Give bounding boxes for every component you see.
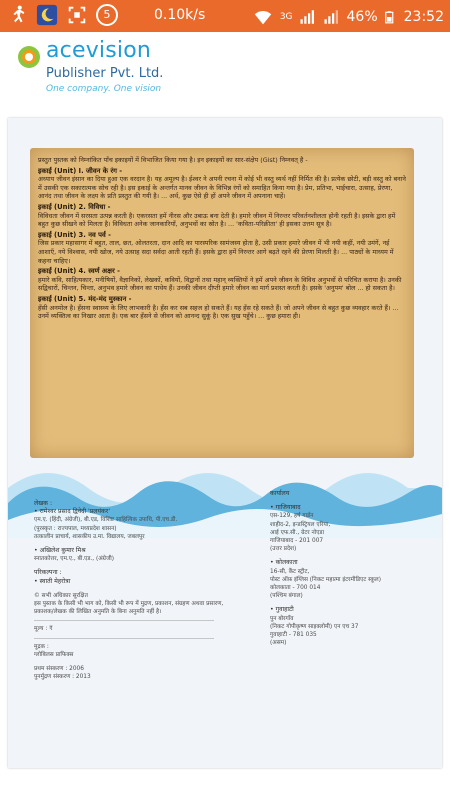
running-icon [6, 4, 28, 26]
office-address-line: पोस्ट ऑफ़ इंग्लिस (निकट महात्मा इंटरमीडिएट स्कूल) [270, 576, 381, 583]
editor-name: • स्वाती मेहरोत्रा [34, 577, 71, 585]
author-detail: (पुरस्कृत : राज्यपाल, मध्यप्रदेश शासन) [34, 525, 117, 532]
parchment-panel [30, 148, 414, 458]
unit-block [38, 231, 406, 265]
notification-count-icon: 5 [96, 4, 118, 26]
battery-icon [384, 6, 398, 28]
office-address-line: पुन बोरगाँव [270, 615, 294, 622]
price-label: मूल्य : ₹ [34, 626, 53, 633]
network-type: 3G [279, 12, 293, 22]
signal-icon [299, 6, 317, 28]
office-address-line: (असम) [270, 640, 287, 647]
office-address-line: (उत्तर प्रदेश) [270, 546, 297, 553]
unit-block [38, 203, 406, 229]
divider [34, 620, 214, 621]
unit-body: जिस प्रकार महासागर में बहुत, ताल, छत, ओलतरता, दान आदि का पारस्परिक सामंजस्य होता है, उसी प्रकार हमारे जीवन में भी नयी कहीं, नयी उमंगें, नई आशाएँ, नये विश्वास, नयी खोज, नये उत्साह सदा सर्वदा आती रहती हैं। इसके द्वारा हमें निरन्तर आगे बढ़ते रहने की प्रेरणा मिलती है। ... पाठ्यों के माध्यम में कहना चाहिए। [38, 239, 394, 265]
logo-publisher: Publisher Pvt. Ltd. [46, 66, 164, 81]
offices-column [270, 490, 430, 647]
author-detail: तत्कालीन प्राचार्य, शासकीय उ.मा. विद्यालय, जबलपुर [34, 533, 145, 540]
logo-name: acevision [46, 38, 152, 63]
office-name: • गुवाहाटी [270, 606, 294, 614]
editor-label: परिकल्पना : [34, 569, 62, 577]
unit-body: विविधता जीवन में सरसता उत्पन्न करती है। एकरसता हमें नीरस और उबाऊ बना देती है। हमारे जीवन में निरन्तर परिवर्तनशीलता होनी रहती है। इसके द्वारा हमें बहुत कुछ सीखने को मिलता है। विविधता अनेक जानकारियाँ, अनुभवों का स्रोत है। ... 'कविता-परिक्रीता' ही इसका उत्तम सूत्र है। [38, 211, 396, 229]
unit-body: अध्याय जीवन इंसान का दिया हुआ एक वरदान है। यह अमूल्य है। ईश्वर ने अपनी रचना में कोई भी वस्तु व्यर्थ नहीं निर्मित की है। प्रत्येक छोटी, बड़ी वस्तु को बनाने में उसकी एक सकारात्मक सोच रही है। इस इकाई के अन्तर्गत मानव जीवन के विभिन्न रंगों को समाहित किया गया है। प्रेम, प्रतिभा, भाईचारा, उत्साह, प्रेरणा, आनंद तथा जीवन के लक्ष्य के प्रति प्रस्तुत की गयी है। ... अर्थ, कुछ ऐसे ही हों अपने जीवन में अपनाना चाहें। [38, 175, 406, 201]
credits-column [34, 500, 244, 681]
publisher-header [0, 32, 450, 102]
logo-tagline: One company. One vision [46, 84, 162, 94]
network-speed: 0.10k/s [154, 7, 206, 23]
unit-block [38, 267, 406, 293]
author-label: लेखक : [34, 500, 53, 507]
status-bar [0, 0, 450, 32]
printer-label: मुद्रक : [34, 643, 49, 650]
unit-block [38, 295, 406, 321]
edition-line: प्रथम संस्करण : 2006 [34, 666, 84, 673]
office-address-line: कोलकाता - 700 014 [270, 585, 321, 592]
unit-body: हँसी अनमोल है। हँसना स्वास्थ्य के लिए लाभकारी है। हँस कर सब सहज हो सकते हैं। यह हँस रहे सकते हैं। जो अपने जीवन से बहुत कुछ व्यवहार करते हैं। ... उनमें व्यक्तित्व का निखार आता है। एक बार हँसने से जीवन को आनन्द सुकूं है। एक सुख पहुँचे। ... कुछ हमारा ही। [38, 303, 399, 321]
unit-title: इकाई (Unit) I. जीवन के रंग - [38, 166, 123, 175]
unit-title: इकाई (Unit) 3. नव पर्व - [38, 230, 111, 239]
edition-line: पुनर्मुद्रण संस्करण : 2013 [34, 674, 91, 681]
rights-detail: इस पुस्तक के किसी भी भाग को, किसी भी रूप में मुद्रण, प्रकाशन, संग्रहण अथवा प्रसारण, प्रकाशक/लेखक की लिखित अनुमति के बिना अनुमति नहीं है। [34, 601, 224, 616]
unit-title: इकाई (Unit) 4. स्वर्ण अक्षर - [38, 267, 120, 276]
acevision-logo-icon [16, 44, 42, 70]
unit-title: इकाई (Unit) 2. विविधा - [38, 202, 111, 211]
printer-name: ग्लोबिलस प्राफिक्स [34, 651, 74, 658]
unit-title: इकाई (Unit) 5. मंद-मंद मुस्कान - [38, 294, 132, 303]
coauthor-name: • अखिलेश कुमार मिश्र [34, 547, 86, 555]
wifi-icon [252, 6, 274, 28]
author-detail: एम.ए. (हिंदी, अंग्रेजी), बी.एड, विशिष्ट साहित्यिक उपाधि, पी.एच.डी. [34, 517, 178, 524]
office-address-line: (निकट गोपीकृष्ण साइक्लोमी) एन एच 37 [270, 623, 359, 630]
office-address-line: (पश्चिम बंगाल) [270, 593, 303, 600]
office-name: • कोलकाता [270, 559, 298, 567]
divider [34, 638, 214, 639]
office-address-line: शाहीद-2, इन्डस्ट्रियल एरिया, [270, 521, 331, 528]
signal-2-icon [323, 6, 341, 28]
bottom-bar [0, 770, 450, 800]
screenshot-icon [66, 4, 88, 26]
rights-text: © सभी अधिकार सुरक्षित [34, 592, 88, 599]
office-address-line: आई एफ.सी., ग्रेटर नोएडा [270, 529, 325, 536]
coauthor-detail: स्नातकोत्तर, एम.ए., बी.एड., (अंग्रेजी) [34, 556, 115, 563]
moon-icon [36, 4, 58, 26]
unit-summary [38, 156, 406, 452]
battery-percent: 46% [346, 9, 378, 25]
office-name: • गाजियाबाद [270, 504, 301, 512]
intro-text: प्रस्तुत पुस्तक को निम्नांकित पाँच इकाइयों में विभाजित किया गया है। इन इकाइयों का सार-संक्षेप (Gist) निम्नवत् है - [38, 156, 308, 164]
document-page[interactable] [8, 118, 442, 768]
author-name: • रामेश्वर प्रसाद द्विवेदी 'प्रलयंकर' [34, 508, 111, 516]
office-address-line: एस-129, हर्ष गार्डन [270, 513, 314, 520]
office-address-line: 16-सी, कैंट स्ट्रीट, [270, 568, 310, 575]
unit-block [38, 167, 406, 201]
clock: 23:52 [403, 9, 444, 25]
unit-body: हमारे कवि, साहित्यकार, मनीषियों, वैज्ञानिकों, लेखकों, कवियों, विद्वानों तथा महान् व्यक्तियों ने हमें अपने जीवन के विविध अनुभवों से परिचित कराया है। उनकी सद्विचारों, चिन्तन, चिन्ता, अनुभव हमारे जीवन का पाथेय हैं। उनकी जीवन दीप्ती हमारे जीवन का मार्ग प्रशस्त करती है। इसके 'अनुपम' बोल ... हो सकता है। [38, 275, 402, 293]
office-address-line: गाजियाबाद - 201 007 [270, 538, 324, 545]
offices-heading: कार्यालय [270, 490, 290, 497]
office-address-line: गुवाहाटी - 781 035 [270, 632, 317, 639]
